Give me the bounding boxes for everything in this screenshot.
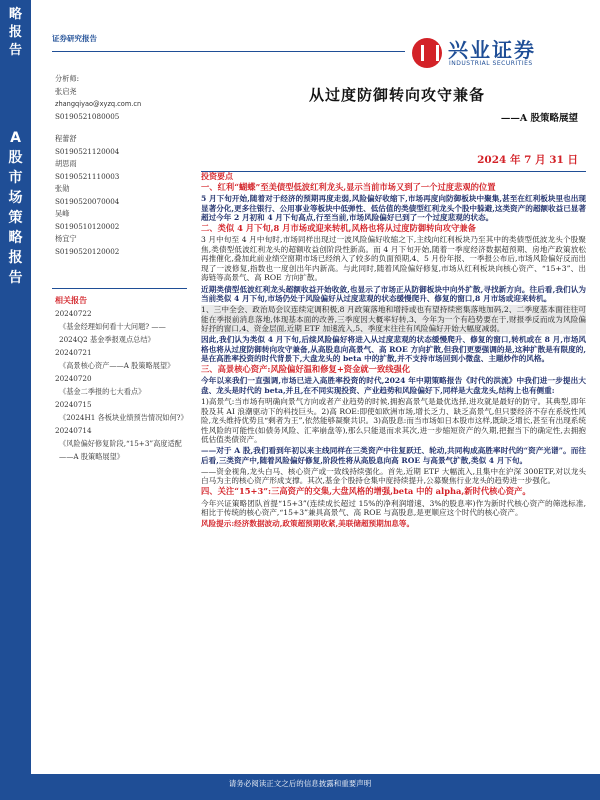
sidebar-divider bbox=[52, 288, 187, 289]
section-3-paragraph: 1)高景气:当市场有明确向景气方向或者产业趋势的时候,拥抱高景气是最优选择,进攻就是最好的防守。其典型,即年股及其 AI 浪潮驱动下的科技巨头。2)高 ROE:即使如欧洲市场,增长乏力、缺乏高景气,但只要经济不存在系统性风险,龙头维持优势且“剩者为王”,依然能够凝聚共识。3)高股息:而当市场如日本股市这样,既缺乏增长,甚至有出现系统性风险的可能性(如债务风险、汇率崩盘等),那么只能退而求其次,进一步缩短资产的久期,把握当下的确定性,去拥抱低估值类债资产。 bbox=[201, 397, 586, 445]
header-divider bbox=[52, 51, 405, 52]
analyst-label: 分析师: bbox=[55, 74, 79, 83]
logo-name-en: INDUSTRIAL SECURITIES bbox=[449, 60, 533, 67]
section-2-paragraph: 3 月中旬至 4 月中旬时,市场同样出现过一波风险偏好收缩之下,主线向红利板块乃至其中的类债型低波龙头个股聚焦,类债型低波红利龙头的超额收益创阶段性新高。而 4 月下旬开始,随着一季度经济数据超预期、房地产政策放松再推催化,叠加此前业绩空窗期市场已经纳入了较多的负面预期,4、5 月份年报、一季报公布后,市场风险偏好反而出现了一波修复,指数也一度创出年内新高。与此同时,随着风险偏好修复,市场从红利板块向核心资产、“15+3”、出海链等高景气、高 ROE 方向扩散。 bbox=[201, 235, 586, 283]
key-points-heading: 投资要点 bbox=[201, 171, 233, 181]
strip-top-label: 略 报 告 bbox=[8, 7, 22, 58]
team-name: 吴峰 bbox=[55, 209, 70, 218]
section-3-paragraph: ——对于 A 股,我们看到年初以来主线同样在三类资产中往复跃迁、轮动,共同构成高胜率时代的“资产光谱”。而往后看,三类资产中,随着风险偏好修复,阶段性将从高股息向高 ROE 与高景气扩散,类似 4 月下旬。 bbox=[201, 446, 586, 465]
related-report-link[interactable]: 《风险偏好修复阶段,“15+3”高度适配——A 股策略展望》 bbox=[59, 439, 182, 461]
team-cert: S0190510120002 bbox=[55, 221, 120, 231]
report-body bbox=[201, 172, 586, 530]
related-report-link[interactable]: 《基金二季报的七大看点》 bbox=[59, 387, 146, 396]
report-category: 证券研究报告 bbox=[52, 34, 97, 43]
section-2-reasons: 1、三中全会、政治局会议连续定调积极,8 月政策落地和增持或也有望持续密集落地加码,2、二季度基本面往往可能在季报前消息落地,体现基本面的改善,三季度因大概率好转,3、今年为一个有趋势要在于,财报季反而成为风险偏好抒的窗口,4、资金层面,近期 ETF 加速流入,5、季度末往往有风险偏好开始大幅度减弱。 bbox=[201, 305, 586, 334]
company-logo bbox=[412, 36, 562, 72]
team-cert: S0190520120002 bbox=[55, 246, 120, 256]
report-subtitle: ——A 股策略展望 bbox=[500, 113, 578, 124]
footer-disclaimer: 请务必阅读正文之后的信息披露和重要声明 bbox=[228, 779, 372, 788]
related-reports-title: 相关报告 bbox=[55, 296, 87, 305]
analyst-email[interactable]: zhangqiyao@xyzq.com.cn bbox=[55, 100, 142, 108]
section-heading-3: 三、高景核心资产:风险偏好温和修复+资金就一致线强化 bbox=[201, 364, 411, 375]
strip-report-type: A 股 市 场 策 略 报 告 bbox=[8, 130, 23, 286]
team-name: 张勋 bbox=[55, 184, 70, 193]
related-date: 20240715 bbox=[55, 400, 92, 409]
related-date: 20240714 bbox=[55, 426, 92, 435]
related-reports-list bbox=[55, 307, 187, 463]
team-name: 程蕾舒 bbox=[55, 134, 77, 143]
team-cert: S0190521120004 bbox=[55, 146, 120, 156]
section-heading-2: 二、类似 4 月下旬,8 月市场或迎来转机,风格也将从过度防御转向攻守兼备 bbox=[201, 223, 476, 234]
report-title: 从过度防御转向攻守兼备 bbox=[308, 86, 485, 104]
analyst-name: 张启尧 bbox=[55, 86, 77, 96]
analyst-cert: S0190521080005 bbox=[55, 111, 120, 121]
related-report-link[interactable]: 《基金经理如何看十大问题? ——2024Q2 基金季报观点总结》 bbox=[59, 322, 166, 344]
related-date: 20240722 bbox=[55, 309, 92, 318]
team-name: 胡思雨 bbox=[55, 159, 77, 168]
section-heading-1: 一、红利“蝴蝶”至美债型低波红利龙头,显示当前市场又到了一个过度悲观的位置 bbox=[201, 182, 496, 193]
report-date: 2024 年 7 月 31 日 bbox=[477, 154, 578, 166]
related-report-link[interactable]: 《2024H1 各板块业绩预告情况如何?》 bbox=[59, 413, 188, 422]
section-3-paragraph: 今年以来我们一直强调,市场已进入高胜率投资的时代,2024 年中期策略报告《时代的洪流》中我们进一步提出大盘、龙头是时代的 beta,并且,在不同实现投资、产业趋势和风险偏好下,同样是大盘龙头,结构上也有侧重: bbox=[201, 376, 586, 395]
section-4-paragraph: 今年兴证策略团队首提“15+3”(连续成长超过 15%的净利润增速、3%的股息率)作为新时代核心资产的筛选标准,相比于传统的核心资产,“15+3”兼具高景气、高 ROE 与高股息,是更顺应这个时代的核心资产。 bbox=[201, 498, 586, 518]
section-3-paragraph: ——资金视角,龙头白马、核心资产或一致线持续强化。首先,近期 ETF 大幅流入,且集中在沪深 300ETF,对以龙头白马为主的核心资产形成支撑。其次,基金个股持仓集中度持续提升,公募聚焦行业龙头的趋势进一步强化。 bbox=[201, 466, 586, 486]
related-report-link[interactable]: 《高景核心资产——A 股策略展望》 bbox=[59, 361, 175, 370]
section-2-conclusion: 因此,我们认为类似 4 月下旬,后续风险偏好将进入从过度悲观的状态缓慢爬升、修复的窗口,转机或在 8 月,市场风格也将从过度防御转向攻守兼备,从高股息向高景气、高 ROE 方向扩散,但我们更要强调的是,这种扩散是有限度的,是在高胜率投资的时代背景下,大盘龙头的 beta 中的扩散,并不支持市场回到小微盘、主题炒作的风格。 bbox=[201, 335, 586, 364]
logo-mark-icon bbox=[412, 38, 442, 68]
logo-name-cn: 兴业证券 bbox=[448, 38, 536, 62]
section-2-paragraph: 近期类债型低波红利龙头超额收益开始收敛,也显示了市场正从防御板块中向外扩散,寻找新方向。往后看,我们认为当前类似 4 月下旬,市场仍处于风险偏好从过度悲观的状态缓慢爬升、修复的窗口,8 月市场或迎来转机。 bbox=[201, 284, 586, 304]
section-heading-4: 四、关注“15+3”:三高资产的交集,大盘风格的增强,beta 中的 alpha,新时代核心资产。 bbox=[201, 486, 531, 497]
related-date: 20240721 bbox=[55, 348, 92, 357]
team-cert: S0190520070004 bbox=[55, 196, 120, 206]
side-strip bbox=[0, 0, 31, 800]
team-cert: S0190521110003 bbox=[55, 171, 120, 181]
related-date: 20240720 bbox=[55, 374, 92, 383]
analyst-panel bbox=[55, 73, 185, 258]
section-1-paragraph: 5 月下旬开始,随着对于经济的预期再度走弱,风险偏好收缩下,市场再度向防御板块中聚集,甚至在红利板块里也出现显著分化,更多往银行、公用事业等板块中低弹性、低估值的类债型红利龙头个股中躲避,这类资产的超额收益已显著超过今年 2 月初和 4 月下旬高点,行至当前,市场风险偏好已到了一个过度悲观的状态。 bbox=[201, 194, 586, 223]
team-name: 杨宜宁 bbox=[55, 234, 77, 243]
risk-warning: 风险提示:经济数据波动,政策超预期收紧,美联储超预期加息等。 bbox=[201, 519, 415, 529]
